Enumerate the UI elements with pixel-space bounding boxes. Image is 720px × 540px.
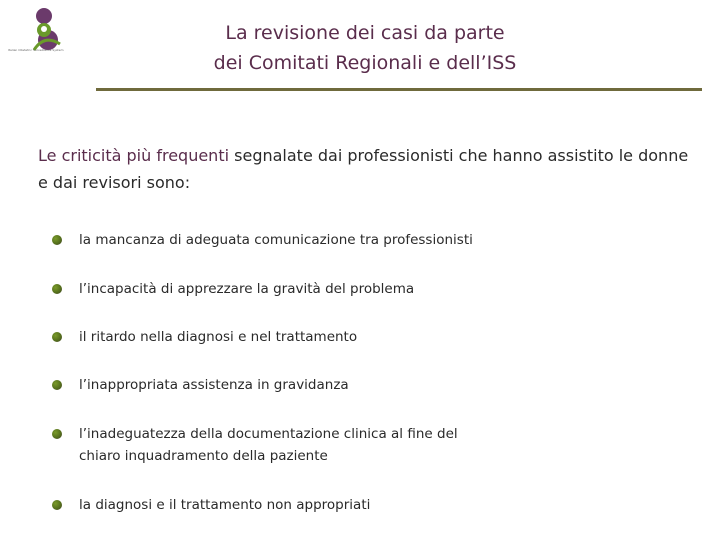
logo-caption: Italian Obstetric Surveillance System [8,49,64,52]
bullet-dot-icon [52,284,62,294]
intro-highlight: Le criticità più frequenti [38,146,230,165]
bullet-text-line-1: l’inadeguatezza della documentazione clinica al fine del [79,426,458,442]
slide-title [110,18,620,78]
bullet-text: l’inappropriata assistenza in gravidanza [79,377,349,393]
title-line-1: La revisione dei casi da parte [225,22,505,44]
bullet-dot-icon [52,429,62,439]
title-line-2: dei Comitati Regionali e dell’ISS [213,52,517,74]
bullet-text-line-2: chiaro inquadramento della paziente [79,448,328,464]
bullet-text: la diagnosi e il trattamento non appropriati [79,497,371,513]
bullet-text: l’incapacità di apprezzare la gravità del problema [79,281,415,297]
intro-text: segnalate dai professionisti che hanno assistito le donne e dai revisori sono: [38,146,689,192]
bullet-text [79,423,599,467]
bullet-dot-icon [52,332,62,342]
bullet-text: la mancanza di adeguata comunicazione tra professionisti [79,232,473,248]
title-divider [96,88,702,91]
bullet-dot-icon [52,235,62,245]
itoss-logo [8,6,78,62]
itoss-logo-icon [8,6,78,62]
bullet-dot-icon [52,380,62,390]
bullet-text: il ritardo nella diagnosi e nel trattamento [79,329,358,345]
bullet-dot-icon [52,500,62,510]
intro-paragraph [38,142,698,196]
